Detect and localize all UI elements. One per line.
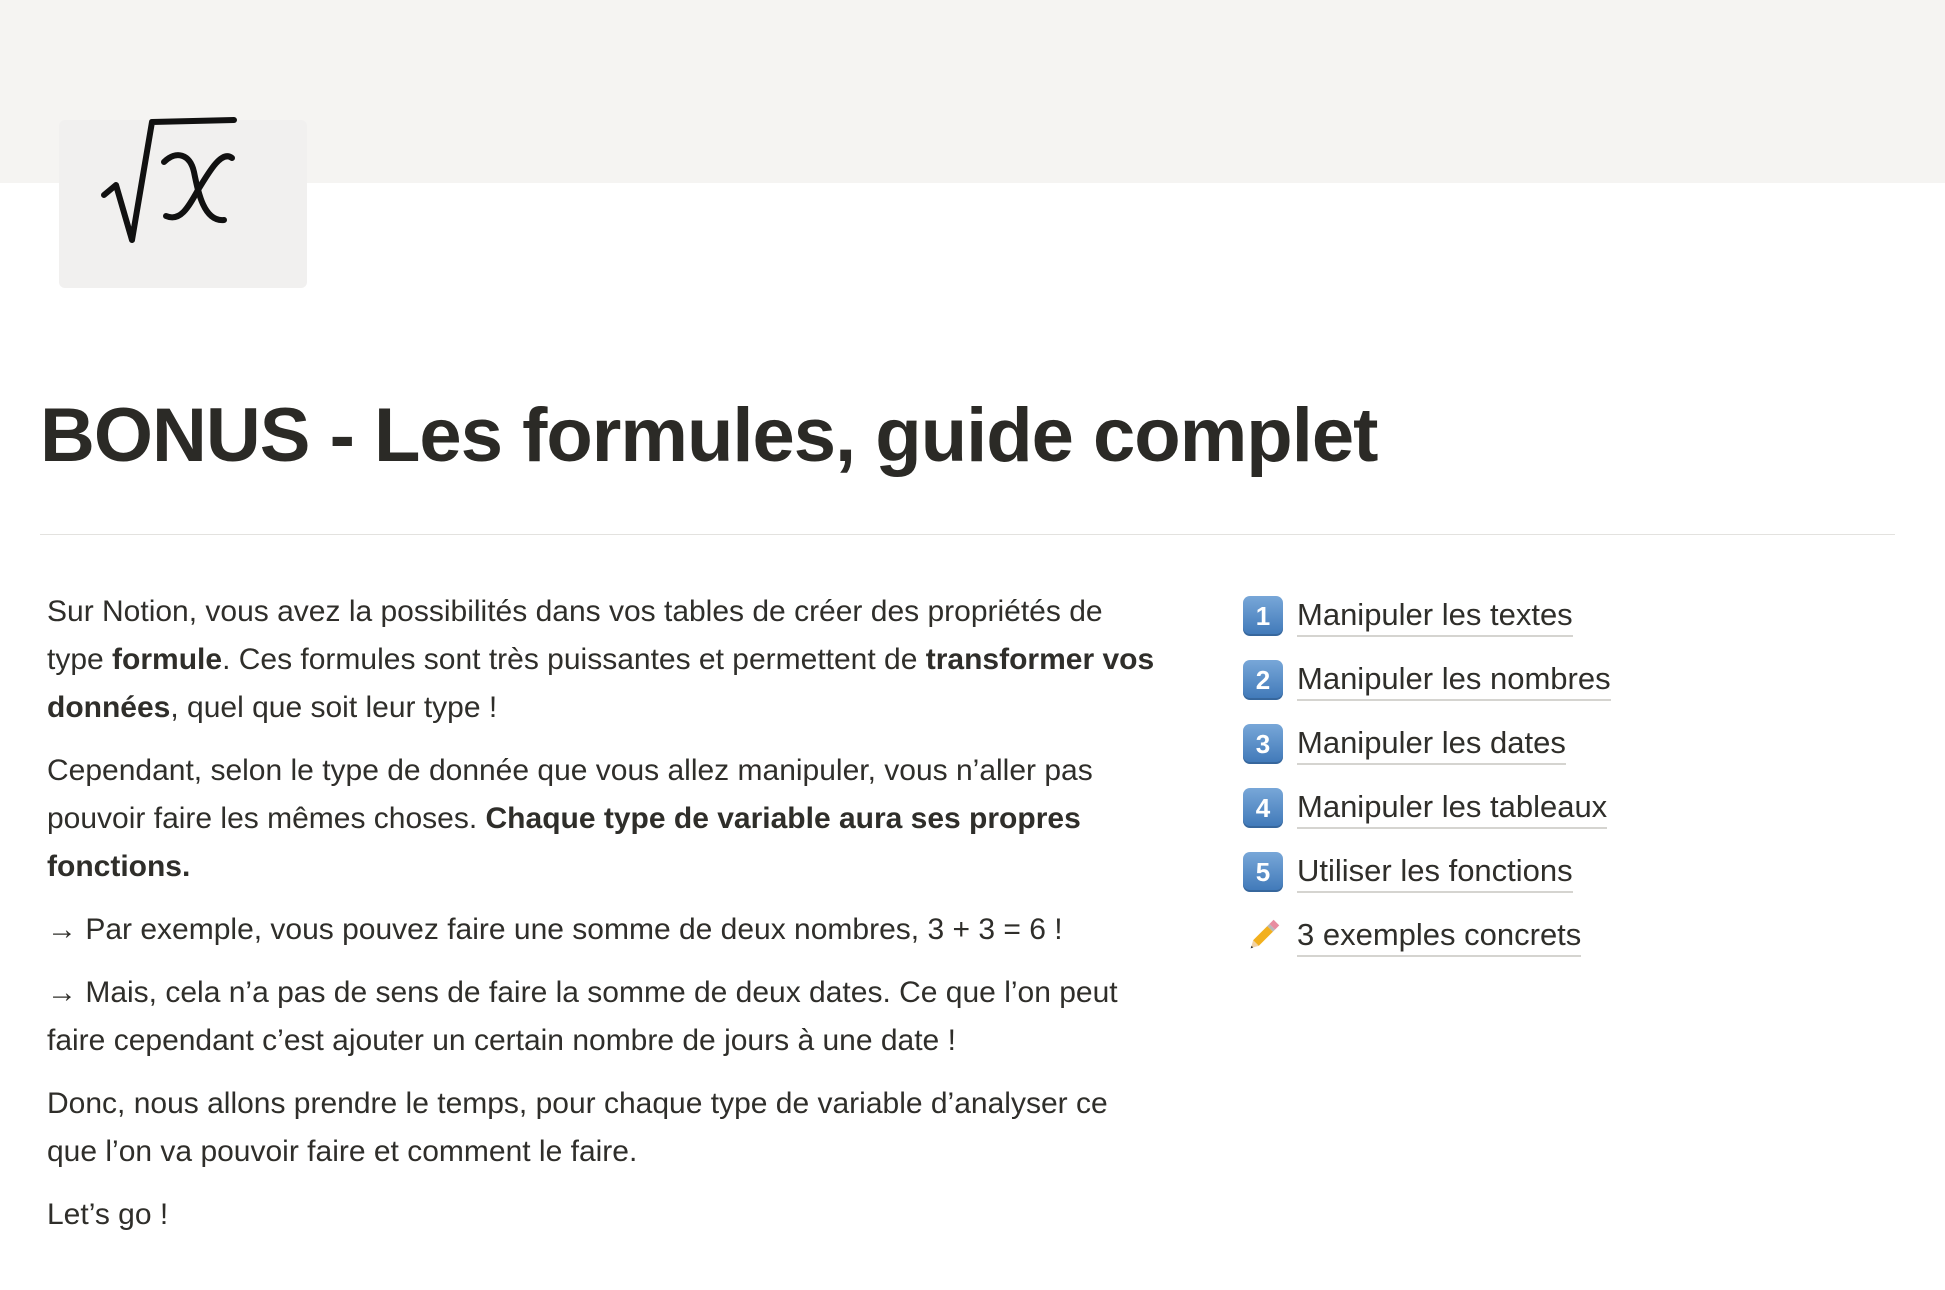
toc-link-label[interactable]: Manipuler les textes	[1297, 595, 1573, 637]
intro-text: Sur Notion, vous avez la possibilités dans vos tables de créer des propriétés de type	[47, 595, 1103, 676]
intro-bold-text: transformer vos données	[47, 643, 1155, 724]
table-of-contents	[1243, 584, 1883, 968]
toc-link-label[interactable]: Manipuler les dates	[1297, 723, 1566, 765]
divider	[40, 534, 1895, 535]
keycap-1-icon: 1	[1243, 596, 1283, 636]
intro-paragraph-5[interactable]: Donc, nous allons prendre le temps, pour chaque type de variable d’analyser ce que l’on va pouvoir faire et comment le faire.	[47, 1087, 1108, 1168]
toc-link-exemples[interactable]	[1243, 904, 1883, 968]
intro-paragraph-2[interactable]	[47, 747, 1157, 891]
toc-link-nombres[interactable]	[1243, 648, 1883, 712]
intro-paragraph-1[interactable]	[47, 588, 1157, 732]
intro-text: , quel que soit leur type !	[170, 691, 498, 724]
page-title[interactable]: BONUS - Les formules, guide complet	[40, 393, 1378, 478]
keycap-2-icon: 2	[1243, 660, 1283, 700]
toc-link-label[interactable]: Manipuler les tableaux	[1297, 787, 1607, 829]
pencil-icon	[1243, 916, 1283, 956]
intro-text: Cependant, selon le type de donnée que vous allez manipuler, vous n’aller pas pouvoir faire les mêmes choses.	[47, 754, 1093, 835]
keycap-5-icon: 5	[1243, 852, 1283, 892]
keycap-3-icon: 3	[1243, 724, 1283, 764]
toc-link-label[interactable]: 3 exemples concrets	[1297, 915, 1581, 957]
intro-text: . Ces formules sont très puissantes et permettent de	[222, 643, 926, 676]
toc-link-textes[interactable]	[1243, 584, 1883, 648]
page-icon[interactable]	[59, 120, 307, 288]
toc-link-label[interactable]: Manipuler les nombres	[1297, 659, 1611, 701]
toc-link-dates[interactable]	[1243, 712, 1883, 776]
toc-link-fonctions[interactable]	[1243, 840, 1883, 904]
toc-link-tableaux[interactable]	[1243, 776, 1883, 840]
toc-link-label[interactable]: Utiliser les fonctions	[1297, 851, 1573, 893]
intro-paragraph-6[interactable]: Let’s go !	[47, 1198, 169, 1231]
intro-paragraph-4[interactable]: → Mais, cela n’a pas de sens de faire la somme de deux dates. Ce que l’on peut faire cependant c’est ajouter un certain nombre de jours à une date !	[47, 976, 1118, 1057]
intro-paragraph-3[interactable]: → Par exemple, vous pouvez faire une somme de deux nombres, 3 + 3 = 6 !	[47, 913, 1063, 946]
intro-column	[47, 588, 1157, 1254]
square-root-x-icon	[94, 90, 274, 250]
intro-bold-text: formule	[112, 643, 223, 676]
intro-bold-text: Chaque type de variable aura ses propres fonctions.	[47, 802, 1081, 883]
keycap-4-icon: 4	[1243, 788, 1283, 828]
